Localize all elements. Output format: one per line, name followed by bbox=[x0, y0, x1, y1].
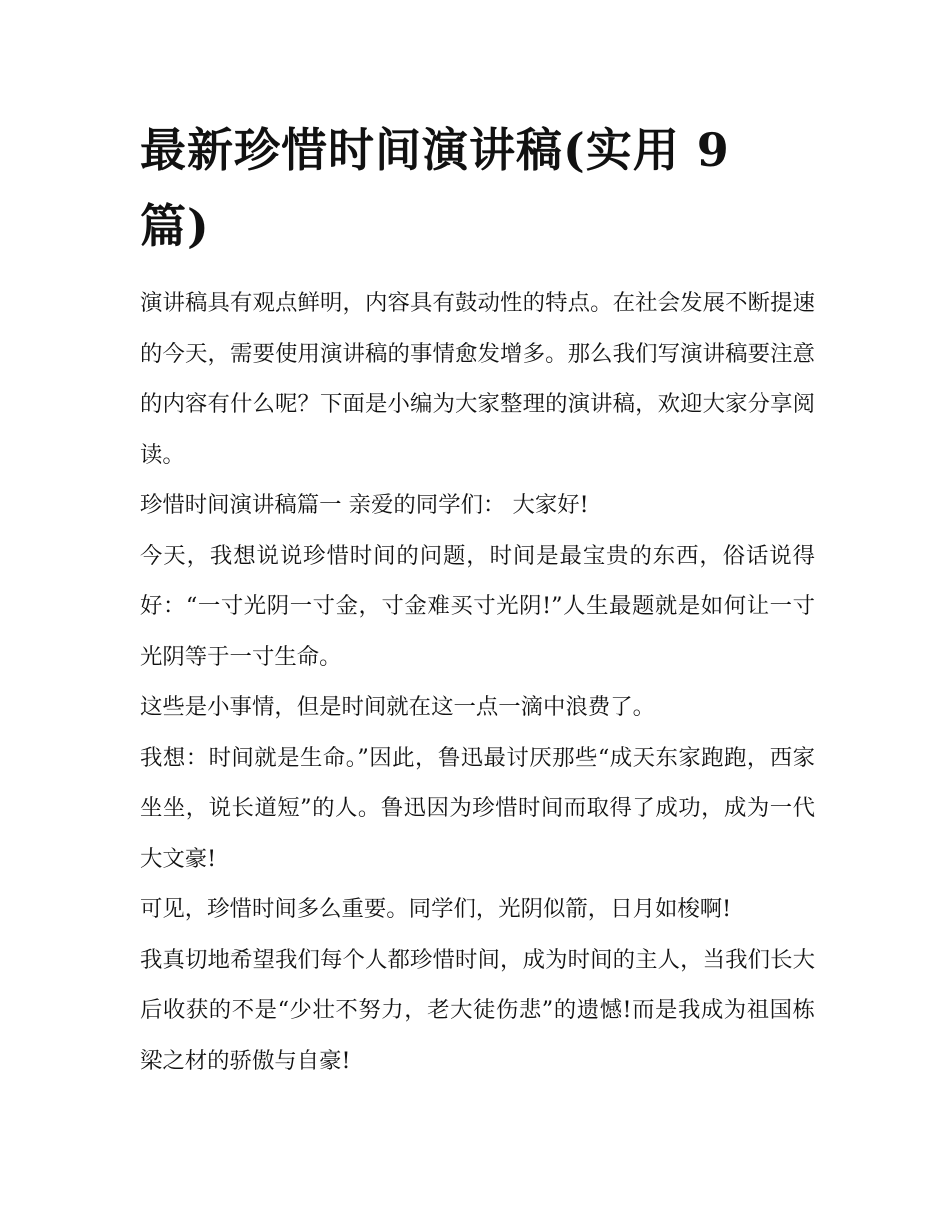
paragraph: 珍惜时间演讲稿篇一 亲爱的同学们： 大家好! bbox=[140, 492, 589, 518]
paragraph: 演讲稿具有观点鲜明，内容具有鼓动性的特点。在社会发展不断提速的今天，需要使用演讲稿的事情愈发增多。那么我们写演讲稿要注意的内容有什么呢？下面是小编为大家整理的演讲稿，欢迎大家分享阅读。 bbox=[140, 290, 815, 468]
document-body bbox=[140, 278, 815, 1086]
paragraph: 我想：时间就是生命。”因此，鲁迅最讨厌那些“成天东家跑跑，西家坐坐，说长道短”的人。鲁迅因为珍惜时间而取得了成功，成为一代大文豪! bbox=[140, 744, 815, 872]
paragraph: 可见，珍惜时间多么重要。同学们，光阴似箭，日月如梭啊! bbox=[140, 896, 732, 922]
document-title: 最新珍惜时间演讲稿(实用 9 篇) bbox=[140, 123, 730, 253]
document-page bbox=[140, 112, 815, 1086]
paragraph: 这些是小事情，但是时间就在这一点一滴中浪费了。 bbox=[140, 694, 655, 720]
paragraph: 今天，我想说说珍惜时间的问题，时间是最宝贵的东西，俗话说得好：“一寸光阴一寸金，寸金难买寸光阴!”人生最题就是如何让一寸光阴等于一寸生命。 bbox=[140, 542, 815, 670]
paragraph: 我真切地希望我们每个人都珍惜时间，成为时间的主人，当我们长大后收获的不是“少壮不努力，老大徒伤悲”的遗憾!而是我成为祖国栋梁之材的骄傲与自豪! bbox=[140, 946, 815, 1074]
